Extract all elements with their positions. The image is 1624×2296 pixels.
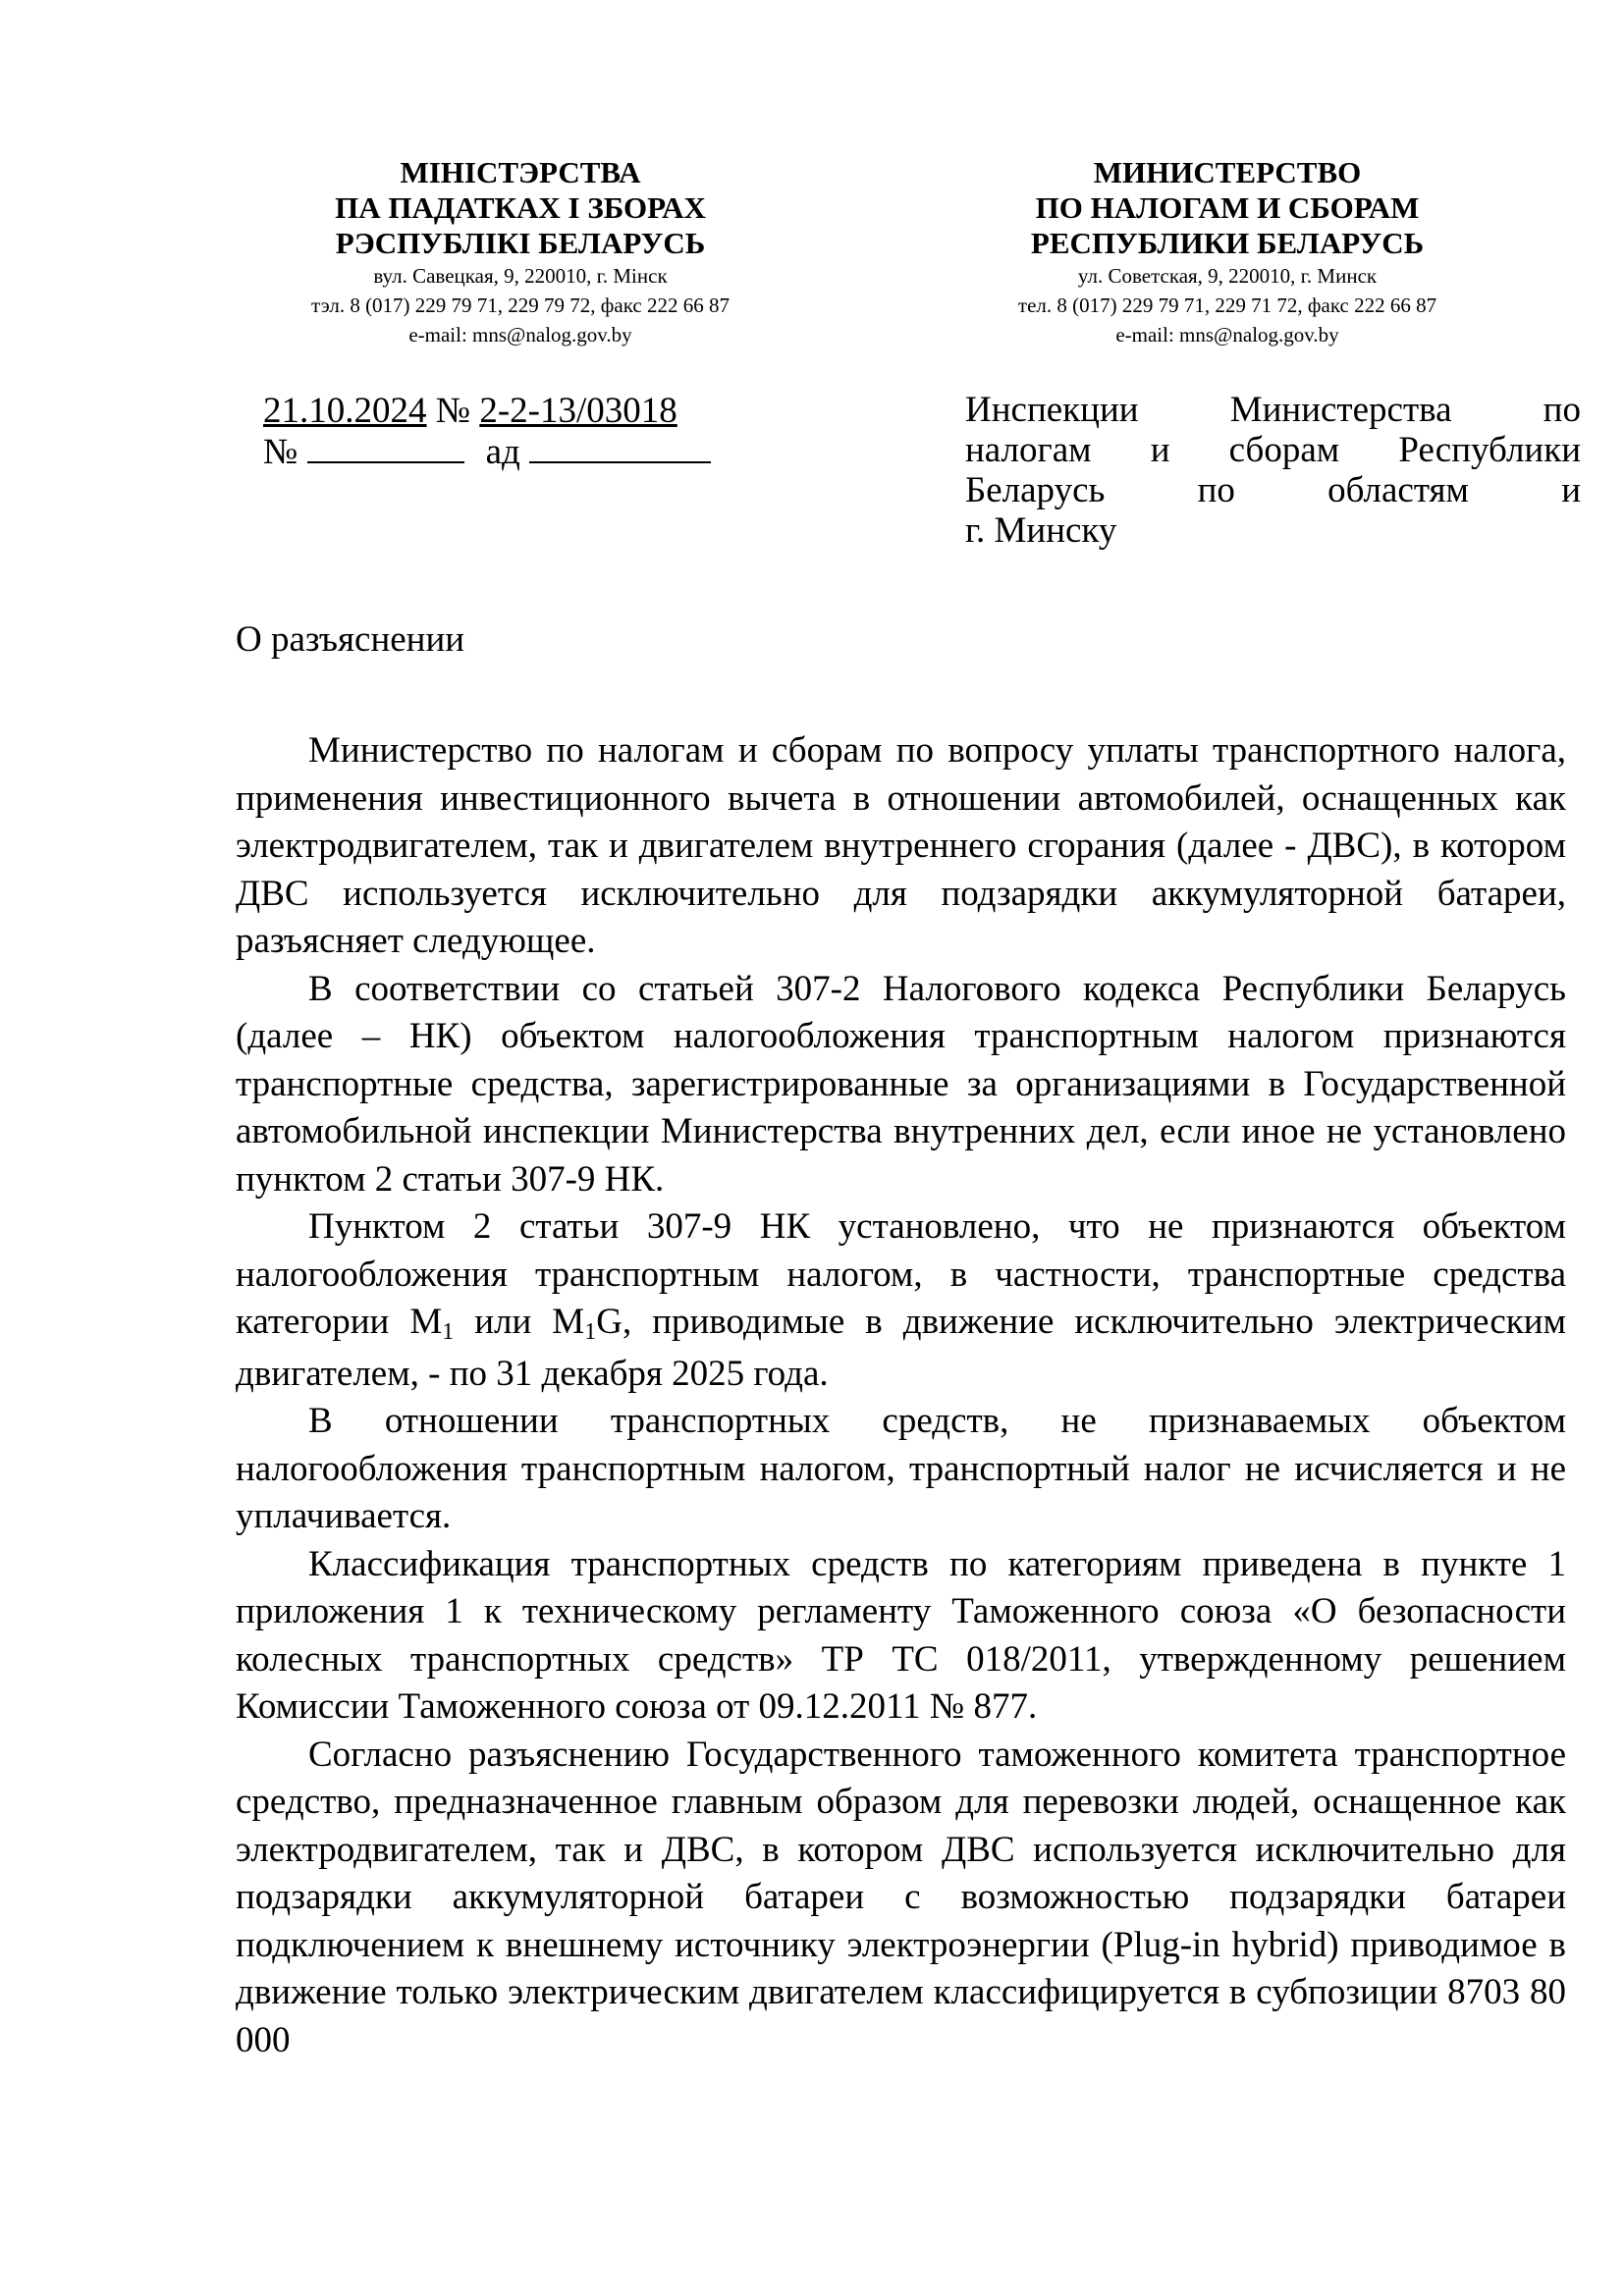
- addressee-line: налогам и сборам Республики: [965, 430, 1581, 470]
- ministry-phone: тэл. 8 (017) 229 79 71, 229 79 72, факс 222 66 87: [311, 294, 730, 317]
- ministry-name-line-2: ПА ПАДАТКАХ І ЗБОРАХ: [335, 190, 706, 225]
- ministry-name-line-1: МИНИСТЕРСТВО: [1093, 155, 1362, 189]
- ministry-phone: тел. 8 (017) 229 79 71, 229 71 72, факс 222 66 87: [1017, 294, 1437, 317]
- addressee-line: Инспекции Министерства по: [965, 390, 1581, 430]
- body-paragraph: В отношении транспортных средств, не признаваемых объектом налогообложения транспортным налогом, транспортный налог не исчисляется и не уплачивается.: [236, 1401, 1566, 1536]
- registration-line-1: [263, 391, 711, 432]
- addressee-line: г. Минску: [965, 510, 1117, 551]
- body-paragraph: Министерство по налогам и сборам по вопросу уплаты транспортного налога, применения инвестиционного вычета в отношении автомобилей, оснащенных как электродвигателем, так и двигателем внутреннего сгорания (далее - ДВС), в котором ДВС используется исключительно для подзарядки аккумуляторной батареи, разъясняет следующее.: [236, 730, 1566, 961]
- addressee-block: [965, 390, 1581, 551]
- letter-date: 21.10.2024: [263, 391, 427, 431]
- header-russian: [933, 155, 1522, 349]
- letter-body: [236, 727, 1566, 2064]
- letter-subject: О разъяснении: [236, 619, 465, 660]
- header-belarusian: [226, 155, 815, 349]
- reply-date-blank: [529, 432, 711, 463]
- reply-number-sign: №: [263, 432, 298, 472]
- body-paragraph: В соответствии со статьей 307-2 Налогового кодекса Республики Беларусь (далее – НК) объектом налогообложения транспортным налогом признаются транспортные средства, зарегистрированные за организациями в Государственной автомобильной инспекции Министерства внутренних дел, если иное не установлено пунктом 2 статьи 307-9 НК.: [236, 968, 1566, 1200]
- addressee-line: Беларусь по областям и: [965, 470, 1581, 510]
- ministry-address: ул. Советская, 9, 220010, г. Минск: [1077, 264, 1378, 288]
- body-paragraph: Пунктом 2 статьи 307-9 НК установлено, что не признаются объектом налогообложения транспортным налогом, в частности, транспортные средства категории $М_1$ или $М_1G$, приводимые в движение исключительно электрическим двигателем, - по 31 декабря 2025 года.: [236, 1206, 1566, 1394]
- reply-from-label: ад: [485, 432, 520, 472]
- number-sign: №: [435, 391, 471, 431]
- ministry-name-line-1: МІНІСТЭРСТВА: [400, 155, 641, 189]
- ministry-name-line-3: РЭСПУБЛІКІ БЕЛАРУСЬ: [335, 226, 706, 260]
- letter-number: 2-2-13/03018: [479, 391, 677, 431]
- body-paragraph: Согласно разъяснению Государственного таможенного комитета транспортное средство, предназначенное главным образом для перевозки людей, оснащенное как электродвигателем, так и ДВС, в котором ДВС используется исключительно для подзарядки аккумуляторной батареи с возможностью подзарядки батареи подключением к внешнему источнику электроэнергии (Plug-in hybrid) приводимое в движение только электрическим двигателем классифицируется в субпозиции 8703 80 000: [236, 1734, 1566, 2060]
- registration-line-2: [263, 432, 711, 473]
- ministry-email: e-mail: mns@nalog.gov.by: [408, 323, 632, 347]
- registration-block: [263, 391, 711, 473]
- ministry-email: e-mail: mns@nalog.gov.by: [1115, 323, 1339, 347]
- body-paragraph: Классификация транспортных средств по категориям приведена в пункте 1 приложения 1 к техническому регламенту Таможенного союза «О безопасности колесных транспортных средств» ТР ТС 018/2011, утвержденному решением Комиссии Таможенного союза от 09.12.2011 № 877.: [236, 1543, 1566, 1727]
- ministry-name-line-2: ПО НАЛОГАМ И СБОРАМ: [1035, 190, 1420, 225]
- ministry-address: вул. Савецкая, 9, 220010, г. Мінск: [373, 264, 668, 288]
- ministry-name-line-3: РЕСПУБЛИКИ БЕЛАРУСЬ: [1030, 226, 1425, 260]
- reply-number-blank: [307, 432, 464, 463]
